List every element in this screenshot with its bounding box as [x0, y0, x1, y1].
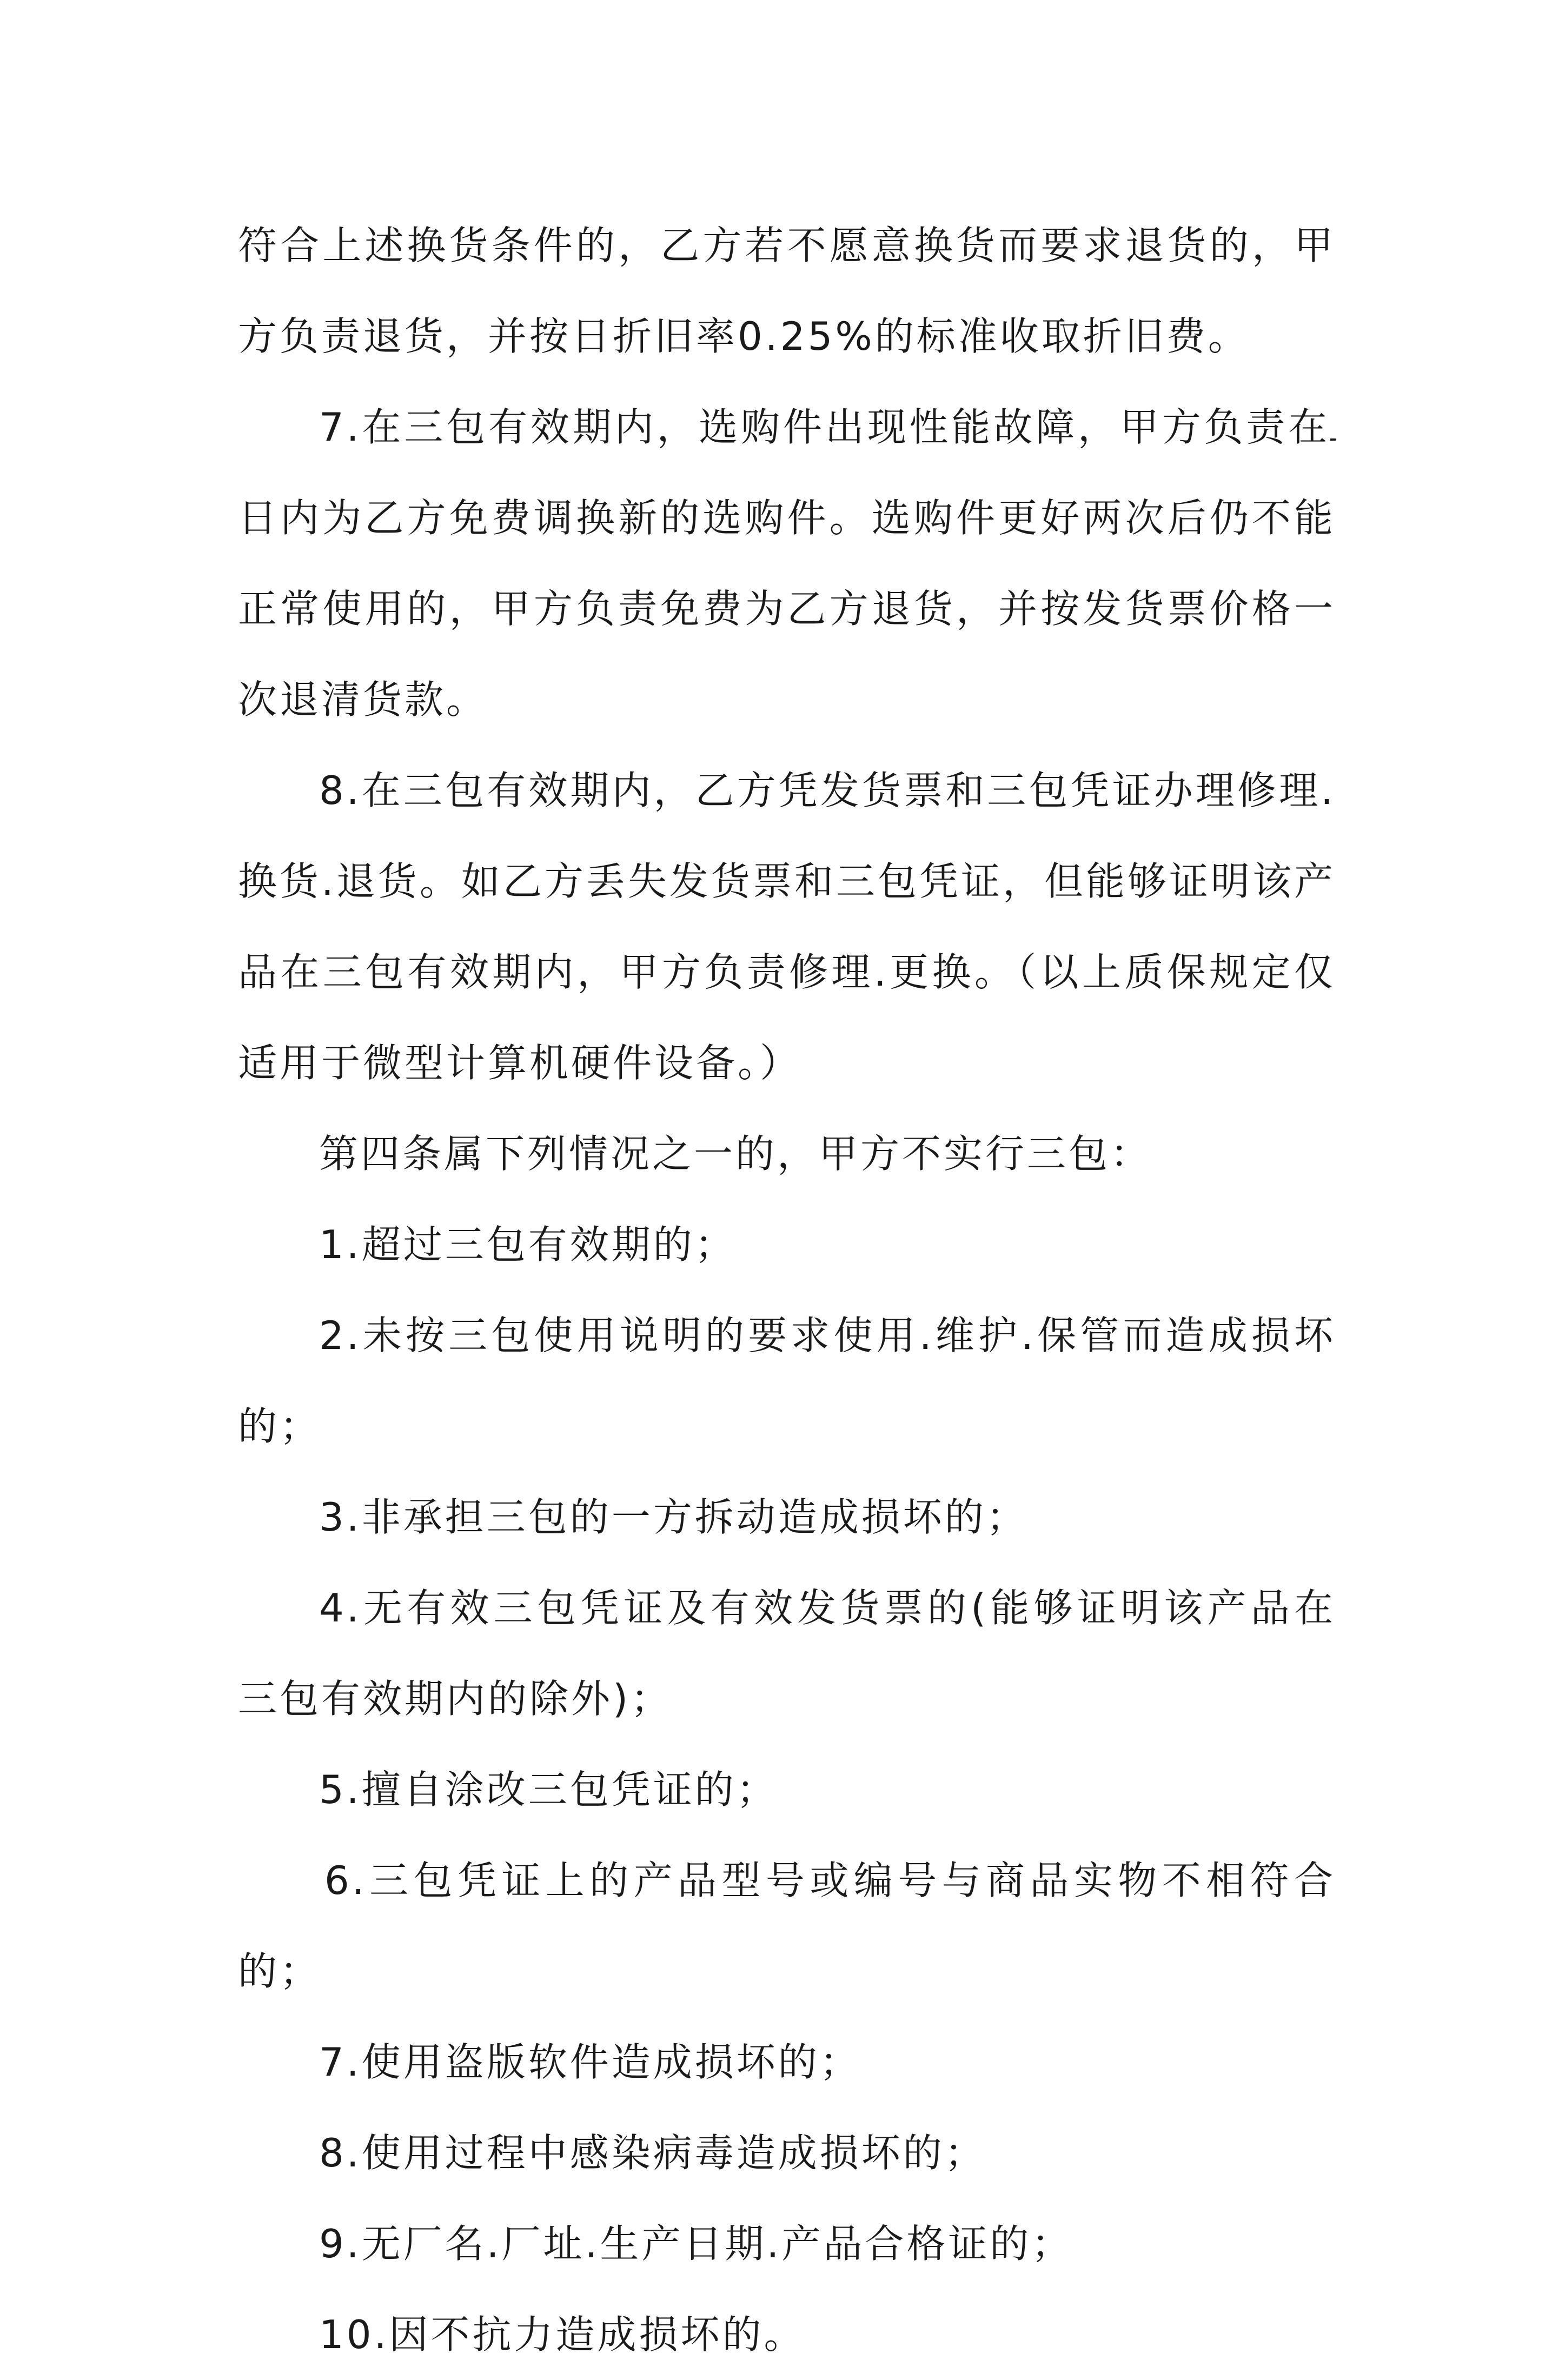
fill-in-blank — [1330, 406, 1336, 441]
exclusion-item-9: 9.无厂名.厂址.生产日期.产品合格证的； — [319, 2221, 1073, 2266]
exclusion-item-7: 7.使用盗版软件造成损坏的； — [319, 2039, 861, 2085]
exclusion-item-8: 8.使用过程中感染病毒造成损坏的； — [319, 2130, 986, 2176]
paragraph-item-7 — [238, 382, 1336, 745]
exclusion-item-4: 4.无有效三包凭证及有效发货票的(能够证明该产品在三包有效期内的除外)； — [238, 1585, 1336, 1721]
exclusion-item-3: 3.非承担三包的一方拆动造成损坏的； — [319, 1494, 1028, 1540]
paragraph-item-7-part-2: 日内为乙方免费调换新的选购件。选购件更好两次后仍不能正常使用的，甲方负责免费为乙方退货，并按发货票价格一次退清货款。 — [238, 495, 1336, 722]
exclusion-item-1: 1.超过三包有效期的； — [319, 1222, 737, 1267]
exclusion-item-10: 10.因不抗力造成损坏的。 — [319, 2312, 806, 2357]
exclusion-item-6: 6.三包凭证上的产品型号或编号与商品实物不相符合的； — [238, 1858, 1336, 1994]
article-4-heading: 第四条属下列情况之一的，甲方不实行三包： — [319, 1131, 1152, 1176]
paragraph-item-7-part-1: 7.在三包有效期内，选购件出现性能故障，甲方负责在 — [319, 404, 1330, 450]
paragraph-return-terms: 符合上述换货条件的，乙方若不愿意换货而要求退货的，甲方负责退货，并按日折旧率0.25%的标准收取折旧费。 — [238, 223, 1336, 359]
document-body — [238, 200, 1336, 2380]
exclusion-item-2: 2.未按三包使用说明的要求使用.维护.保管而造成损坏的； — [238, 1313, 1336, 1449]
exclusion-item-5: 5.擅自涂改三包凭证的； — [319, 1767, 778, 1812]
paragraph-item-8: 8.在三包有效期内，乙方凭发货票和三包凭证办理修理.换货.退货。如乙方丢失发货票和三包凭证，但能够证明该产品在三包有效期内，甲方负责修理.更换。（以上质保规定仅适用于微型计算机硬件设备。） — [238, 768, 1336, 1086]
